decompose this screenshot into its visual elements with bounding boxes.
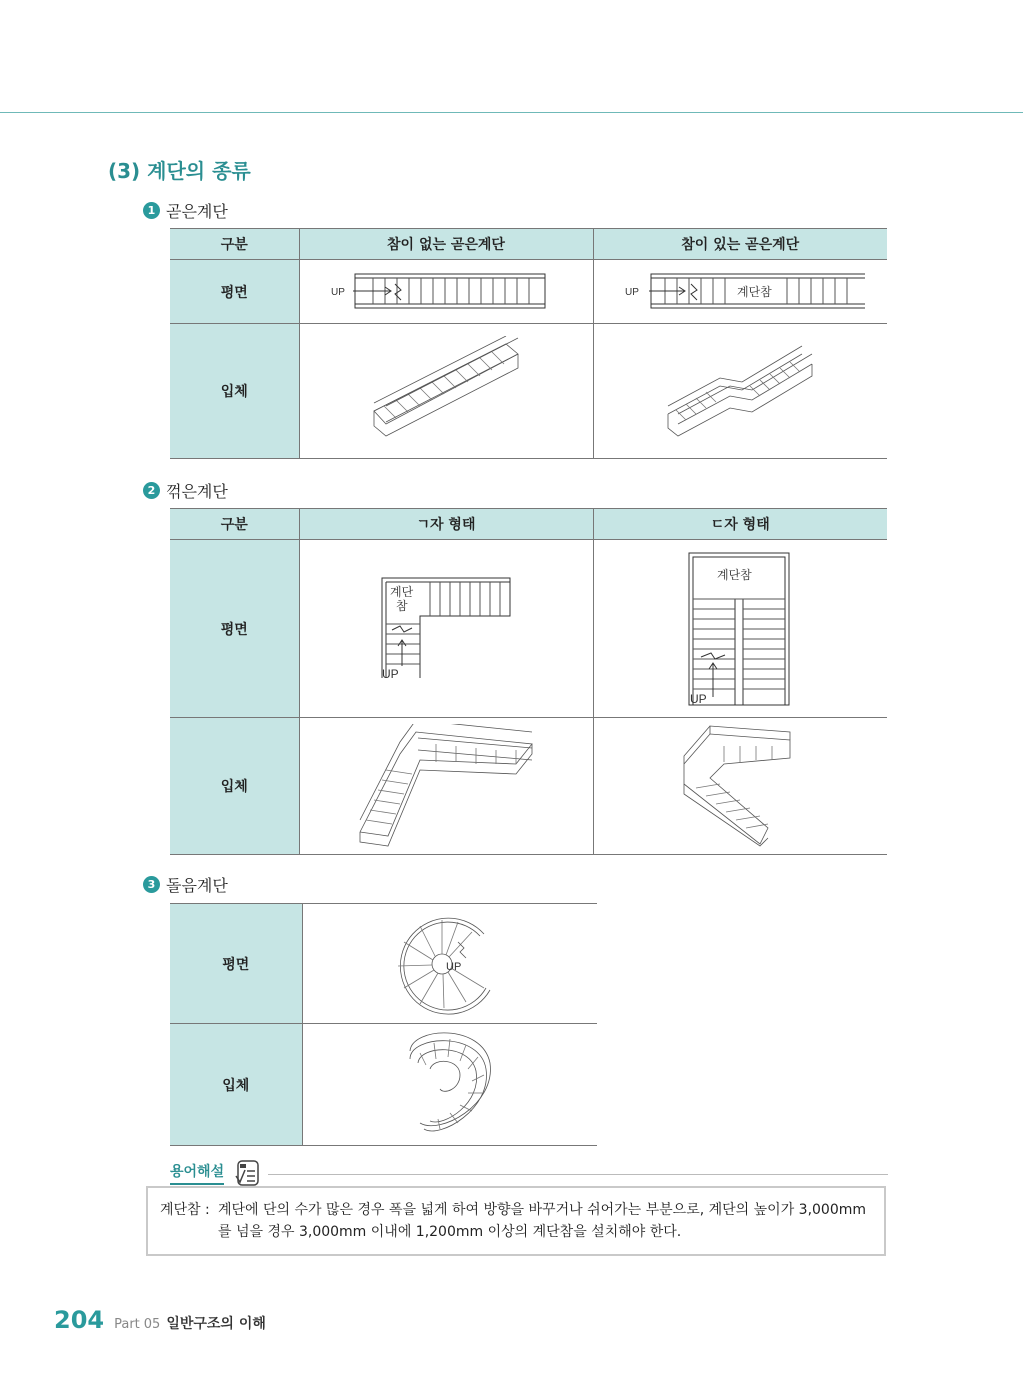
header-l-shape: ㄱ자 형태 (299, 509, 593, 540)
header-category: 구분 (170, 229, 299, 260)
spiral-plan-drawing (390, 912, 510, 1016)
spiral-stairs-table (170, 903, 597, 1146)
iso-u-shape (593, 718, 887, 855)
top-rule (0, 112, 1023, 113)
plan-u-shape (593, 540, 887, 718)
plan-with-landing (593, 260, 887, 324)
l-shape-plan-drawing (376, 574, 516, 684)
glossary-term: 계단참 : (160, 1202, 210, 1218)
row-label-3d: 입체 (170, 718, 299, 855)
straight-3d-drawing (366, 336, 526, 446)
up-label: UP (445, 960, 462, 973)
number-badge-1: 1 (143, 202, 160, 219)
iso-l-shape (299, 718, 593, 855)
subsection-spiral (143, 873, 228, 896)
number-badge-2: 2 (143, 482, 160, 499)
notepad-icon (232, 1158, 262, 1188)
subsection-straight (143, 199, 228, 222)
straight-stairs-table (170, 228, 887, 459)
subsection-straight-title: 곧은계단 (166, 202, 228, 221)
straight-landing-plan-drawing (615, 270, 865, 314)
part-title: 일반구조의 이해 (166, 1316, 266, 1332)
subsection-bent-title: 꺾은계단 (166, 482, 228, 501)
section-title: (3) 계단의 종류 (108, 159, 251, 183)
row-label-plan: 평면 (170, 260, 299, 324)
number-badge-3: 3 (143, 876, 160, 893)
header-u-shape: ㄷ자 형태 (593, 509, 887, 540)
glossary-box (146, 1186, 886, 1256)
iso-with-landing (593, 324, 887, 459)
row-label-3d: 입체 (170, 324, 299, 459)
u-shape-plan-drawing (685, 549, 795, 709)
plan-l-shape (299, 540, 593, 718)
straight-plan-drawing (331, 270, 561, 314)
row-label-plan: 평면 (170, 904, 302, 1024)
header-with-landing: 참이 있는 곧은계단 (593, 229, 887, 260)
up-label: UP (690, 691, 707, 706)
landing-label: 계단참 (717, 567, 753, 582)
u-shape-3d-drawing (680, 724, 800, 849)
subsection-bent (143, 479, 228, 502)
landing-label: 참 (396, 598, 408, 613)
header-no-landing: 참이 없는 곧은계단 (299, 229, 593, 260)
landing-label: 계단참 (737, 284, 773, 299)
iso-spiral (302, 1024, 597, 1146)
glossary-text: 계단에 단의 수가 많은 경우 폭을 넓게 하여 방향을 바꾸거나 쉬어가는 부분으로, 계단의 높이가 3,000mm를 넘을 경우 3,000mm 이내에 1,200mm 이상의 계단참을 설치해야 한다. (218, 1202, 867, 1240)
subsection-spiral-title: 돌음계단 (166, 876, 228, 895)
up-label: UP (382, 666, 399, 681)
part-label: Part (114, 1317, 140, 1332)
row-label-plan: 평면 (170, 540, 299, 718)
glossary-divider (268, 1174, 888, 1175)
landing-label: 계단 (390, 584, 414, 599)
spiral-3d-drawing (400, 1029, 500, 1141)
plan-spiral (302, 904, 597, 1024)
plan-no-landing (299, 260, 593, 324)
page-footer (54, 1306, 266, 1334)
page-number: 204 (54, 1306, 105, 1334)
part-number: 05 (143, 1317, 161, 1332)
up-label: UP (625, 286, 640, 298)
bent-stairs-table (170, 508, 887, 855)
straight-landing-3d-drawing (660, 336, 820, 446)
row-label-3d: 입체 (170, 1024, 302, 1146)
header-category: 구분 (170, 509, 299, 540)
iso-no-landing (299, 324, 593, 459)
up-label: UP (331, 286, 345, 298)
glossary-heading: 용어해설 (170, 1161, 224, 1185)
l-shape-3d-drawing (356, 724, 536, 849)
